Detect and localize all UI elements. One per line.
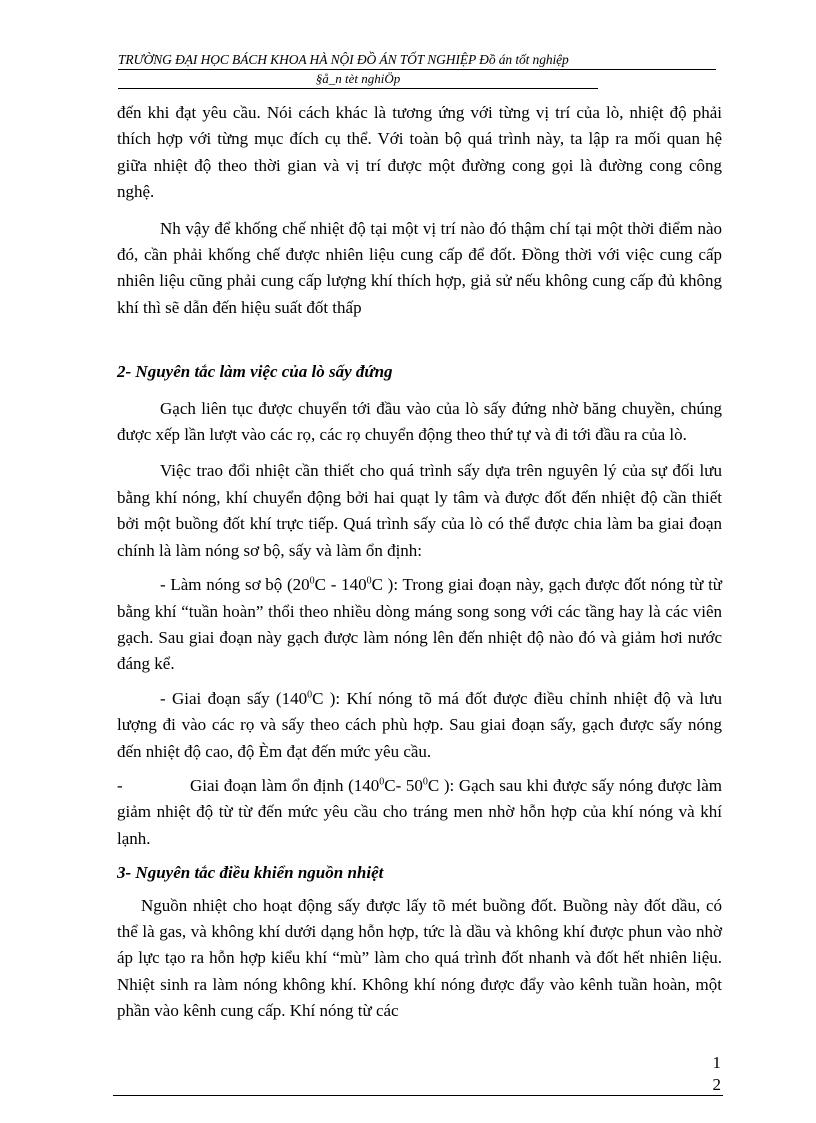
section-heading-2: 2- Nguyên tắc làm việc của lò sấy đứng — [117, 362, 393, 382]
preheat-text-start: - Làm nóng sơ bộ (20 — [160, 575, 310, 595]
paragraph-4: Việc trao đổi nhiệt cần thiết cho quá trình sấy dựa trên nguyên lý của sự đối lưu bằng khí nóng, khí chuyển động bởi hai quạt ly tâm và được đốt đến nhiệt độ cần thiết bởi một buồng đốt khí trực tiếp. Quá trình sấy của lò có thể được chia làm ba giai đoạn chính là làm nóng sơ bộ, sấy và làm ổn định: — [117, 461, 722, 560]
degree-sup: 0 — [309, 575, 315, 587]
paragraph-8: Nguồn nhiệt cho hoạt động sấy được lấy tõ mét buồng đốt. Buồng này đốt dầu, có thể là gas, và không khí dưới dạng hỗn hợp, tức là dầu và không khí được phun vào nhờ áp lực tạo ra hỗn hợp kiểu khí “mù” làm cho quá trình đốt nhanh và đốt hết nhiên liệu. Nhiệt sinh ra làm nóng không khí. Không khí nóng được đẩy vào kênh tuần hoàn, một phần vào kênh cung cấp. Khí nóng từ các — [117, 895, 722, 1021]
list-dash: - — [117, 775, 123, 795]
paragraph-preheat — [117, 572, 722, 678]
degree-sup: 0 — [422, 776, 428, 788]
paragraph-stabilize — [117, 773, 722, 852]
degree-sup: 0 — [366, 575, 372, 587]
stabilize-text-end: C ): Gạch sau khi được sấy nóng được làm giảm nhiệt độ từ từ đến mức yêu cầu cho tráng men nhờ hỗn hợp của khí nóng và khí lạnh. — [117, 775, 722, 848]
preheat-text-mid: C - 140 — [314, 575, 367, 595]
degree-sup: 0 — [379, 776, 385, 788]
page-number-line-2: 2 — [712, 1075, 721, 1094]
header-university-title: TRƯỜNG ĐẠI HỌC BÁCH KHOA HÀ NỘI ĐỒ ÁN TỐT NGHIỆP Đồ án tốt nghiệp — [118, 52, 716, 70]
section-heading-3: 3- Nguyên tắc điều khiển nguồn nhiệt — [117, 863, 384, 883]
preheat-text-end: C ): Trong giai đoạn này, gạch được đốt nóng từ từ bằng khí “tuần hoàn” thổi theo nhiều dòng máng song song với các tầng hay là các viên gạch. Sau giai đoạn này gạch được làm nóng lên đến nhiệt độ nào đó và giảm hơi nước đáng kể. — [117, 575, 723, 674]
footer-rule — [113, 1095, 723, 1096]
page-number-line-1: 1 — [712, 1053, 721, 1072]
header-subtitle: §å_n tèt nghiÖp — [118, 71, 598, 89]
paragraph-2: Nh vậy để khống chế nhiệt độ tại một vị trí nào đó thậm chí tại một thời điểm nào đó, cần phải khống chế được nhiên liệu cung cấp để đốt. Đồng thời với việc cung cấp nhiên liệu cũng phải cung cấp lượng khí thích hợp, giả sử nếu không cung cấp đủ không khí thì sẽ dẫn đến hiệu suất đốt thấp — [117, 218, 722, 317]
drying-text-end: C ): Khí nóng tõ má đốt được điều chỉnh nhiệt độ và lưu lượng đi vào các rọ và sấy theo cách phù hợp. Sau giai đoạn sấy, gạch được sấy nóng đến nhiệt độ cao, độ Èm đạt đến mức yêu cầu. — [117, 688, 722, 761]
stabilize-text-start: Giai đoạn làm ổn định (140 — [190, 775, 380, 795]
paragraph-1: đến khi đạt yêu cầu. Nói cách khác là tương ứng với từng vị trí của lò, nhiệt độ phải thích hợp với từng mục đích cụ thể. Với toàn bộ quá trình này, ta lập ra mối quan hệ giữa nhiệt độ theo thời gian và vị trí được một đường cong gọi là đường cong công nghệ. — [117, 103, 722, 202]
degree-sup: 0 — [307, 689, 313, 701]
document-body — [117, 100, 722, 1025]
drying-text-start: - Giai đoạn sấy (140 — [160, 688, 308, 708]
page-footer — [113, 1052, 723, 1092]
paragraph-drying — [117, 686, 722, 765]
paragraph-3: Gạch liên tục được chuyển tới đầu vào của lò sấy đứng nhờ băng chuyền, chúng được xếp lần lượt vào các rọ, các rọ chuyển động theo thứ tự và đi tới đầu ra của lò. — [117, 398, 722, 445]
stabilize-text-mid: C- 50 — [384, 775, 423, 795]
page-header — [118, 52, 716, 89]
page-number — [713, 1052, 722, 1096]
